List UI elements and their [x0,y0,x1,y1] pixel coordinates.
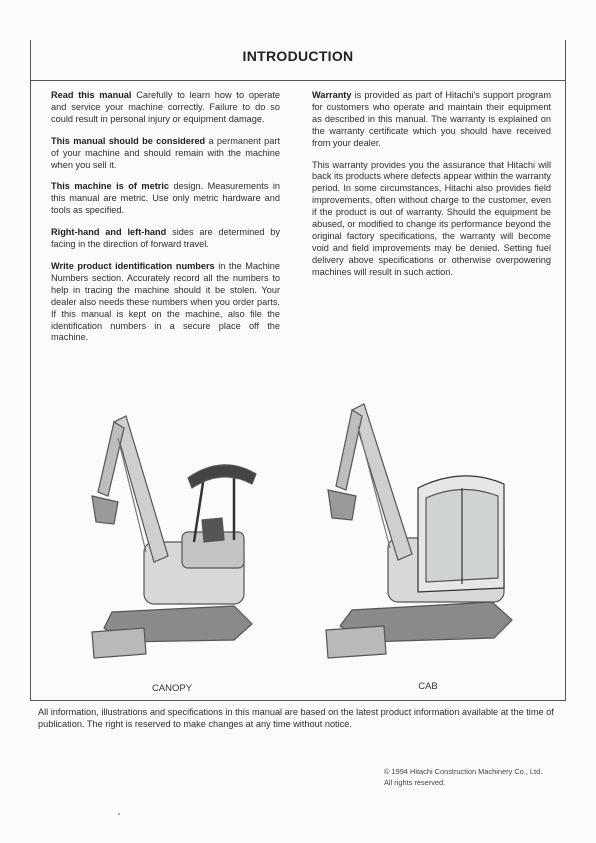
copyright-block [384,766,542,788]
publication-notice: All information, illustrations and specifications in this manual are based on the latest product information available at the time of publication. The right is reserved to make changes at any time without notice. [38,707,554,729]
paragraph-identification [51,261,280,344]
paragraph-assurance: This warranty provides you the assurance that Hitachi will back its products where defects appear within the warranty period. In some circumstances, Hitachi also provides field improvements, often without charge to the customer, even if the product is out of warranty. Should the equipment be abused, or modified to change its performance beyond the original factory specifications, the warranty will become void and field improvements may be denied. Setting fuel delivery above specifications or otherwise overpowering machines will result in such action. [312,159,551,277]
blade [92,628,146,658]
text-metric: design. Measurements in this manual are metric. Use only metric hardware and tools as specified. [51,181,280,216]
canopy-roof [188,465,256,488]
blade [326,626,386,658]
copyright-line: © 1994 Hitachi Construction Machinery Co., Ltd. [384,767,543,776]
seat [202,518,224,542]
cab-caption: CAB [418,681,438,692]
text-sides: sides are determined by facing in the direction of forward travel. [51,227,280,250]
left-column [51,90,280,354]
canopy-caption: CANOPY [151,683,193,694]
lead-identification: Write product identification numbers [51,260,215,271]
bucket [328,490,356,520]
page-title: INTRODUCTION [242,48,354,64]
lead-manual-part: This manual should be considered [51,135,206,146]
lead-sides: Right-hand and left-hand [51,227,167,238]
paragraph-warranty [312,90,551,150]
paragraph-read-manual [51,90,280,126]
bucket [92,496,118,524]
rights-line: All rights reserved. [384,778,446,787]
page-speck [118,813,120,815]
cab-excavator-illustration [322,388,532,666]
right-column [312,90,551,289]
text-identification: in the Machine Numbers section. Accurately record all the numbers to help in tracing the machine should it be stolen. Your dealer also needs these numbers when you order parts. If this manual is kept on the machine, also file the identification numbers in a secure place off the machine. [51,260,280,343]
paragraph-metric [51,181,280,217]
lead-metric: This machine is of metric [51,181,169,192]
arm [98,422,124,496]
text-manual-part: a permanent part of your machine and should remain with the machine when you sell it. [51,135,280,170]
boom [352,404,412,560]
text-warranty: is provided as part of Hitachi's support program for customers who operate and maintain their equipment as described in this manual. The warranty is explained on the warranty certificate which you should have received from your dealer. [312,90,551,148]
arm [336,410,362,490]
lead-warranty: Warranty [312,90,352,100]
canopy-excavator-illustration [84,392,274,662]
lead-read-manual: Read this manual [51,90,132,100]
text-read-manual: Carefully to learn how to operate and service your machine correctly. Failure to do so could result in personal injury or equipment damage. [51,90,280,124]
paragraph-manual-part [51,136,280,172]
paragraph-sides [51,227,280,251]
